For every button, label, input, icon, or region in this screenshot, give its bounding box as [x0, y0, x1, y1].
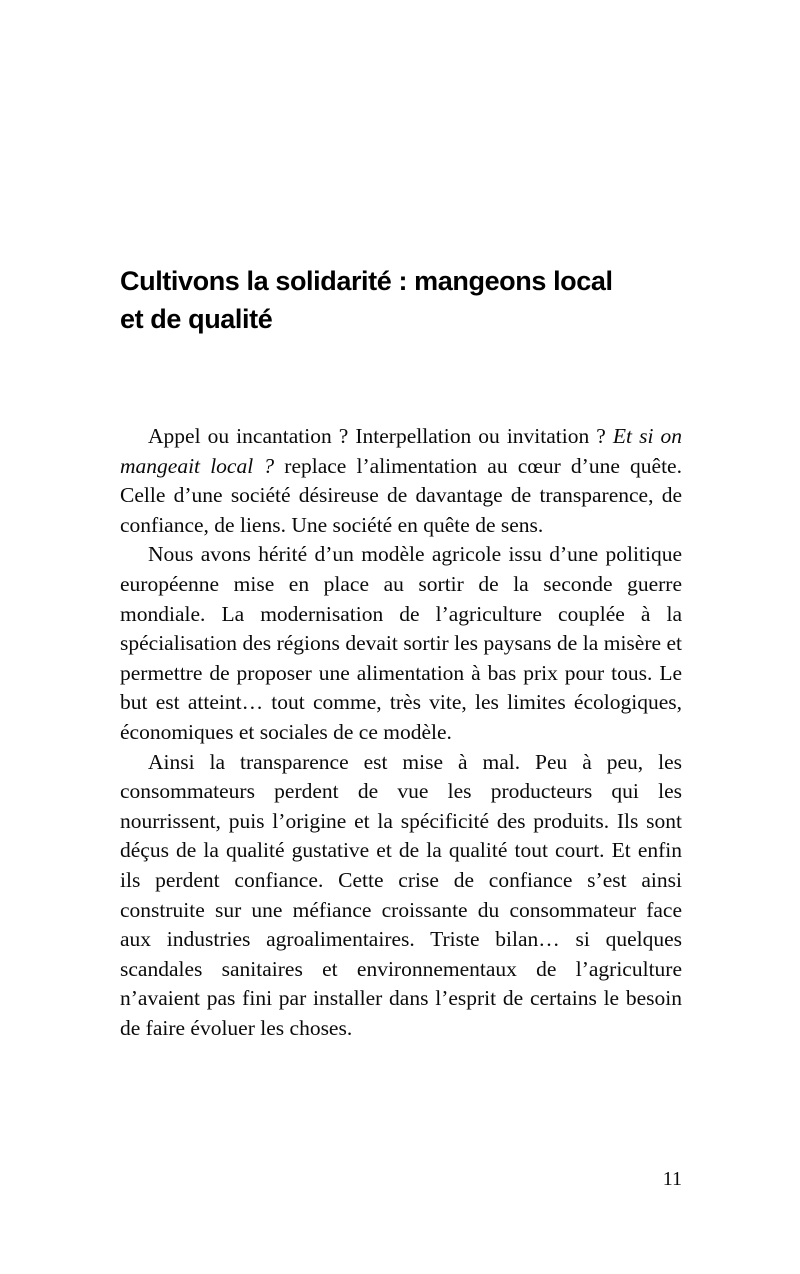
paragraph-1-segment-normal-cont: replace l’alimentation au cœur d’une quête. Celle d’une société désireuse de davantage de transparence, de confiance, de liens. Une société en quête de sens.	[120, 453, 682, 537]
paragraph-1-segment-italic: Et si on mangeait local ?	[120, 424, 683, 478]
paragraph-1-segment-normal: Appel ou incantation ? Interpellation ou invitation ?	[148, 424, 613, 448]
chapter-title-line-2: et de qualité	[120, 304, 273, 334]
page-number: 11	[662, 1168, 682, 1190]
paragraph-3: Ainsi la transparence est mise à mal. Peu à peu, les consommateurs perdent de vue les producteurs qui les nourrissent, puis l’origine et la spécificité des produits. Ils sont déçus de la qualité gustative et de la qualité tout court. Et enfin ils perdent confiance. Cette crise de confiance s’est ainsi construite sur une méfiance croissante du consommateur face aux industries agroalimentaires. Triste bilan… si quelques scandales sanitaires et environnementaux de l’agriculture n’avaient pas fini par installer dans l’esprit de certains le besoin de faire évoluer les choses.	[120, 749, 682, 1040]
text-column	[120, 0, 682, 1043]
chapter-title	[120, 262, 682, 338]
paragraph-2: Nous avons hérité d’un modèle agricole issu d’une politique européenne mise en place au sortir de la seconde guerre mondiale. La modernisation de l’agriculture couplée à la spécialisation des régions devait sortir les paysans de la misère et permettre de proposer une alimentation à bas prix pour tous. Le but est atteint… tout comme, très vite, les limites écologiques, économiques et sociales de ce modèle.	[120, 542, 682, 744]
chapter-title-line-1: Cultivons la solidarité : mangeons local	[120, 266, 613, 296]
paragraph-1	[120, 422, 682, 540]
body-text	[120, 422, 682, 1043]
